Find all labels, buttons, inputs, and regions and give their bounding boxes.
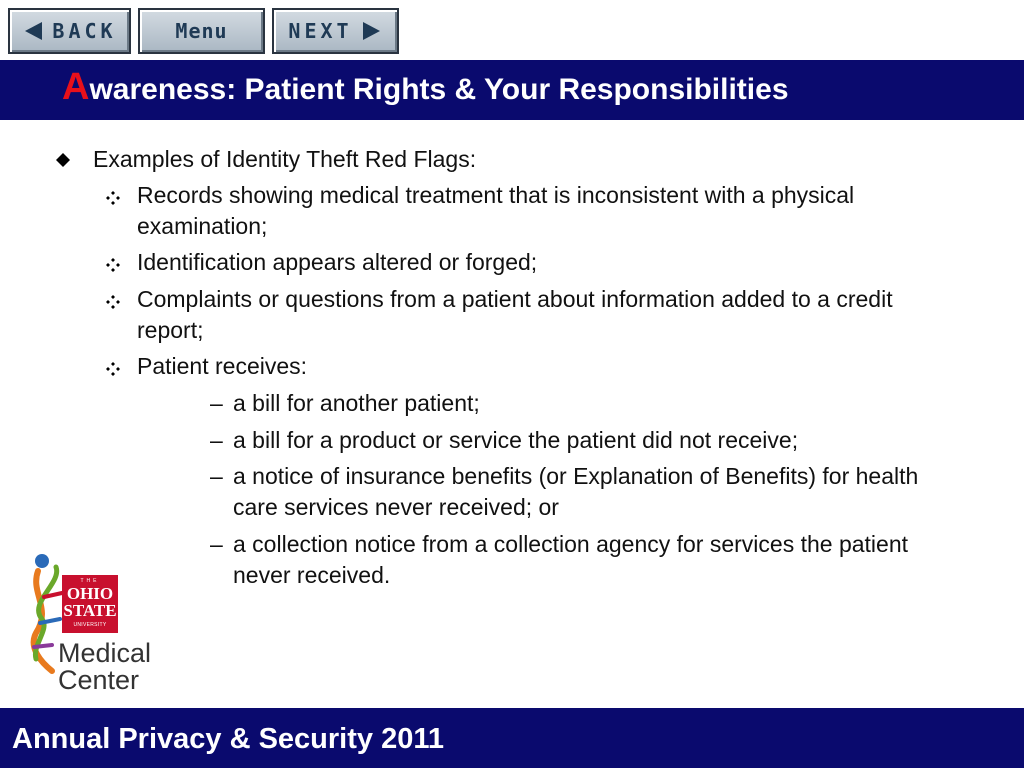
sub-list-item: a collection notice from a collection agency for services the patient never received. [233,531,909,588]
next-button[interactable] [272,8,399,54]
logo-state: STATE [63,601,117,620]
dash-bullet: – [210,463,223,489]
title-bar [0,59,1024,120]
sub-list-item: a bill for another patient; [233,390,480,416]
right-triangle-icon [361,20,383,42]
dash-bullet: – [210,531,223,557]
list-item: Patient receives: [137,353,308,379]
back-button[interactable] [8,8,131,54]
osu-medical-center-logo [22,553,167,695]
logo-the: THE [80,578,100,584]
next-button-label: NEXT [288,19,353,43]
menu-button-label: Menu [175,19,228,43]
menu-button[interactable] [138,8,265,54]
logo-center-text: Center [58,665,140,695]
logo-ohio: OHIO [66,584,114,603]
logo-university: UNIVERSITY [73,622,107,628]
dash-bullet: – [210,427,223,453]
diamond-icon [55,152,71,168]
footer-title: Annual Privacy & Security 2011 [12,723,444,755]
title-initial: A [62,66,90,108]
sub-list-item: a notice of insurance benefits (or Explanation of Benefits) for health care services never received; or [233,463,919,520]
list-item: Complaints or questions from a patient about information added to a credit report; [137,286,893,343]
list-item: Identification appears altered or forged; [137,249,538,275]
four-diamond-icon [106,258,120,272]
sub-list-item: a bill for a product or service the patient did not receive; [233,427,799,453]
back-button-label: BACK [52,19,117,43]
four-diamond-icon [106,295,120,309]
four-diamond-icon [106,191,120,205]
list-item: Records showing medical treatment that is inconsistent with a physical examination; [137,182,855,239]
four-diamond-icon [106,362,120,376]
page-title [62,66,789,109]
logo-medical-text: Medical [58,638,152,668]
osu-seal [62,575,118,633]
left-triangle-icon [22,20,44,42]
dash-bullet: – [210,390,223,416]
title-text: wareness: Patient Rights & Your Responsibilities [89,73,789,106]
footer-bar [0,708,1024,768]
section-heading: Examples of Identity Theft Red Flags: [93,146,477,172]
